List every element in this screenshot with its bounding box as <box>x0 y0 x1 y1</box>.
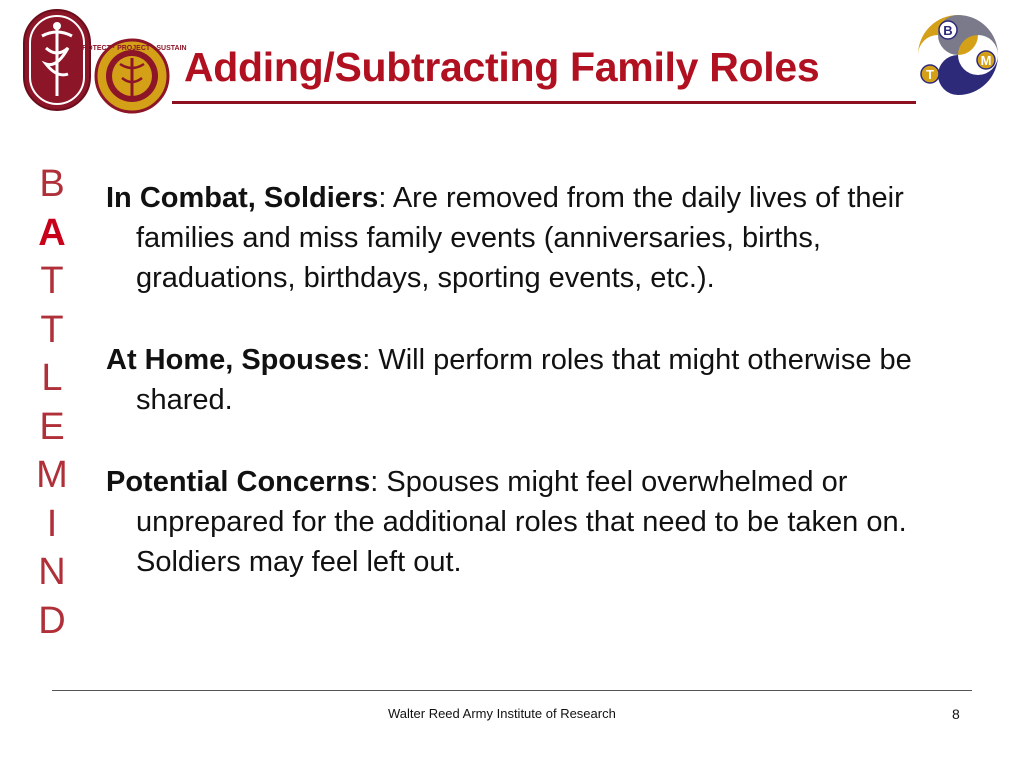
side-letter: T <box>40 260 64 302</box>
content-item-home <box>106 340 986 420</box>
content-item-combat <box>106 178 986 298</box>
side-letter: E <box>39 405 65 448</box>
side-letter: B <box>39 163 65 205</box>
footer-divider <box>52 690 972 691</box>
footer-organization: Walter Reed Army Institute of Research <box>388 706 616 721</box>
logo-letter-m: M <box>980 53 992 68</box>
side-letter: T <box>40 308 64 351</box>
page-number: 8 <box>952 706 960 722</box>
item-text: : Spouses might feel overwhelmed or unprepared for the additional roles that need to be taken on. Soldiers may feel left out. <box>136 466 907 578</box>
seal-ring-text: PROTECT · PROJECT · SUSTAIN <box>77 45 187 52</box>
logo-letter-t: T <box>926 67 934 82</box>
content-item-concerns <box>106 462 986 582</box>
side-letter: M <box>36 454 68 496</box>
side-letter: N <box>38 551 66 593</box>
item-text: : Will perform roles that might otherwise be shared. <box>136 344 912 416</box>
slide-content <box>106 178 986 624</box>
item-heading: Potential Concerns <box>106 466 371 498</box>
side-letter-highlighted: A <box>38 211 66 254</box>
title-underline <box>172 101 916 104</box>
side-letter: L <box>41 357 63 399</box>
item-text: : Are removed from the daily lives of their families and miss family events (anniversaries, births, graduations, birthdays, sporting events, etc.). <box>136 182 904 294</box>
battlemind-vertical-word <box>28 160 76 645</box>
slide-title: Adding/Subtracting Family Roles <box>184 44 820 90</box>
side-letter: D <box>38 599 66 642</box>
side-letter: I <box>46 502 58 545</box>
item-heading: At Home, Spouses <box>106 344 363 376</box>
battlemind-logo <box>908 10 1008 100</box>
logo-letter-b: B <box>943 23 953 38</box>
wrair-logo <box>22 8 187 116</box>
item-heading: In Combat, Soldiers <box>106 182 379 214</box>
